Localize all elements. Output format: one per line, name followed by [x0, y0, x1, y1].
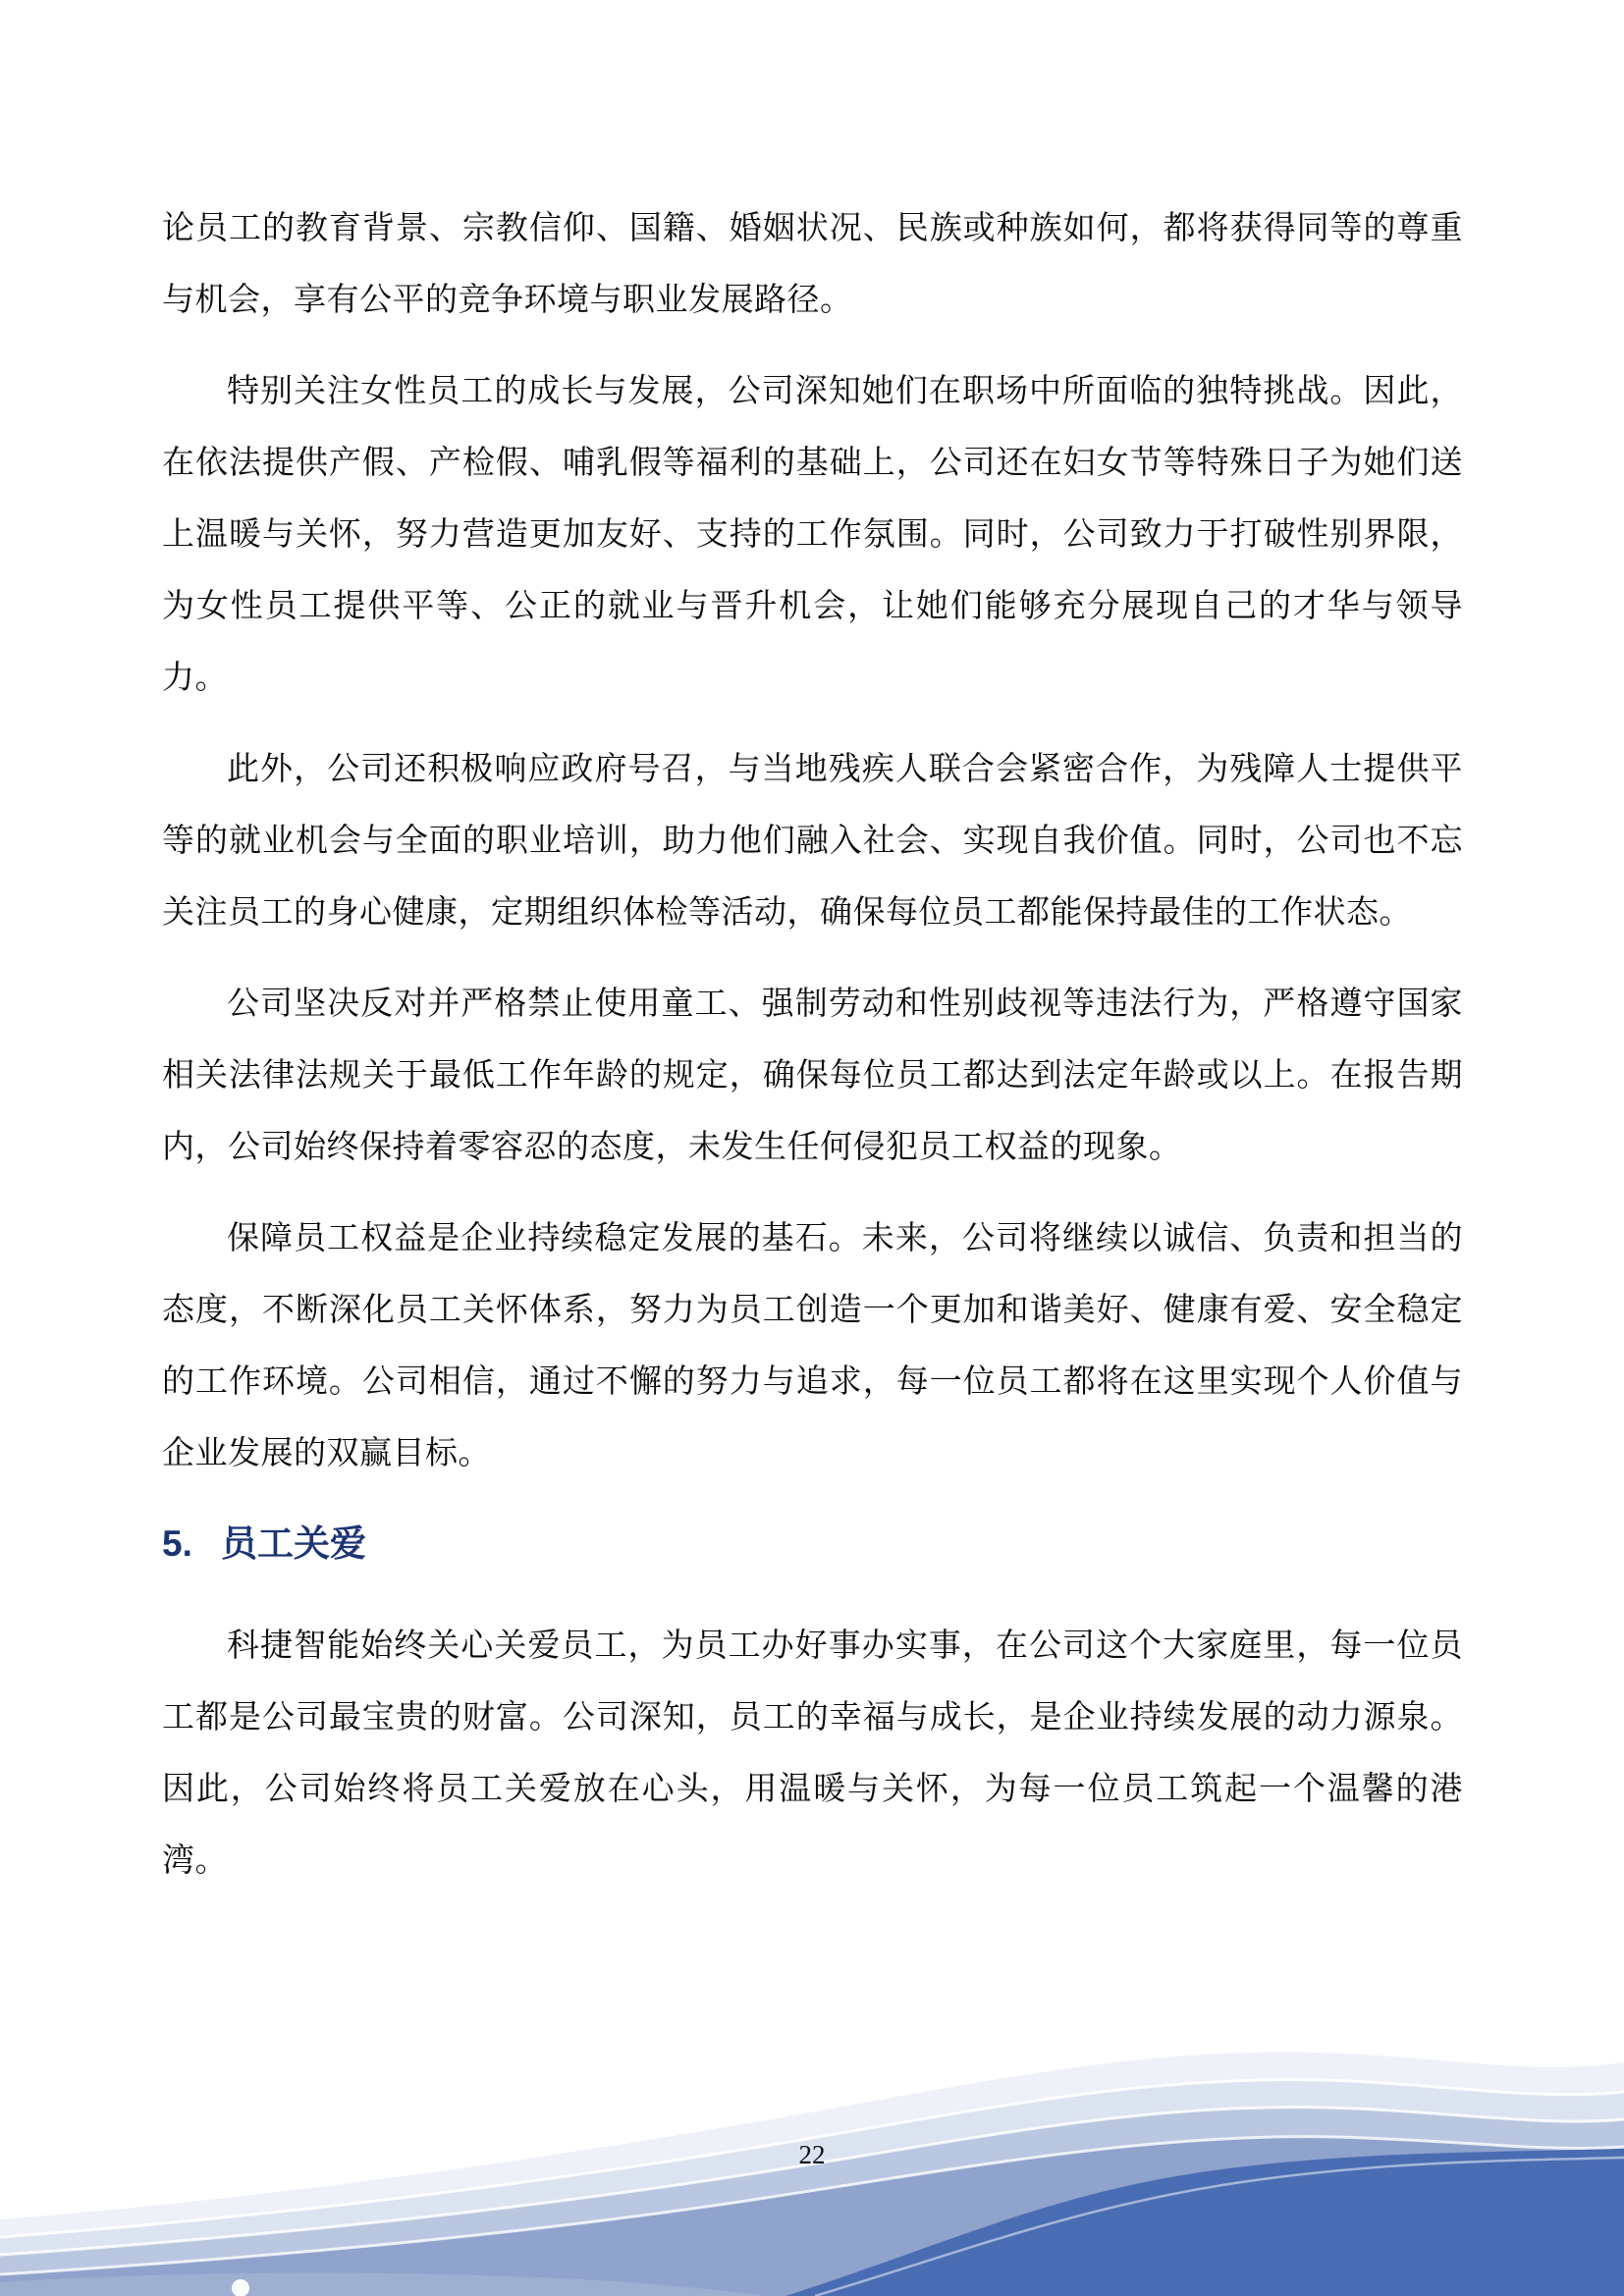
paragraph: 论员工的教育背景、宗教信仰、国籍、婚姻状况、民族或种族如何，都将获得同等的尊重与机会，享有公平的竞争环境与职业发展路径。 [162, 209, 1463, 317]
paragraph: 公司坚决反对并严格禁止使用童工、强制劳动和性别歧视等违法行为，严格遵守国家相关法律法规关于最低工作年龄的规定，确保每位员工都达到法定年龄或以上。在报告期内，公司始终保持着零容忍的态度，未发生任何侵犯员工权益的现象。 [162, 985, 1463, 1164]
paragraph: 科捷智能始终关心关爱员工，为员工办好事办实事，在公司这个大家庭里，每一位员工都是公司最宝贵的财富。公司深知，员工的幸福与成长，是企业持续发展的动力源泉。因此，公司始终将员工关爱放在心头，用温暖与关怀，为每一位员工筑起一个温馨的港湾。 [162, 1627, 1463, 1878]
paragraph: 特别关注女性员工的成长与发展，公司深知她们在职场中所面临的独特挑战。因此，在依法提供产假、产检假、哺乳假等福利的基础上，公司还在妇女节等特殊日子为她们送上温暖与关怀，努力营造更加友好、支持的工作氛围。同时，公司致力于打破性别界限，为女性员工提供平等、公正的就业与晋升机会，让她们能够充分展现自己的才华与领导力。 [162, 372, 1463, 695]
section-number: 5. [162, 1523, 192, 1564]
paragraph: 此外，公司还积极响应政府号召，与当地残疾人联合会紧密合作，为残障人士提供平等的就业机会与全面的职业培训，助力他们融入社会、实现自我价值。同时，公司也不忘关注员工的身心健康，定期组织体检等活动，确保每位员工都能保持最佳的工作状态。 [162, 750, 1463, 930]
paragraph: 保障员工权益是企业持续稳定发展的基石。未来，公司将继续以诚信、负责和担当的态度，不断深化员工关怀体系，努力为员工创造一个更加和谐美好、健康有爱、安全稳定的工作环境。公司相信，通过不懈的努力与追求，每一位员工都将在这里实现个人价值与企业发展的双赢目标。 [162, 1219, 1463, 1470]
page-content [162, 191, 1463, 1915]
page-number: 22 [798, 2140, 826, 2169]
section-heading [162, 1508, 1463, 1579]
wave-decoration [0, 1903, 1624, 2296]
section-title: 员工关爱 [221, 1523, 366, 1564]
wave-svg [0, 1903, 1624, 2296]
